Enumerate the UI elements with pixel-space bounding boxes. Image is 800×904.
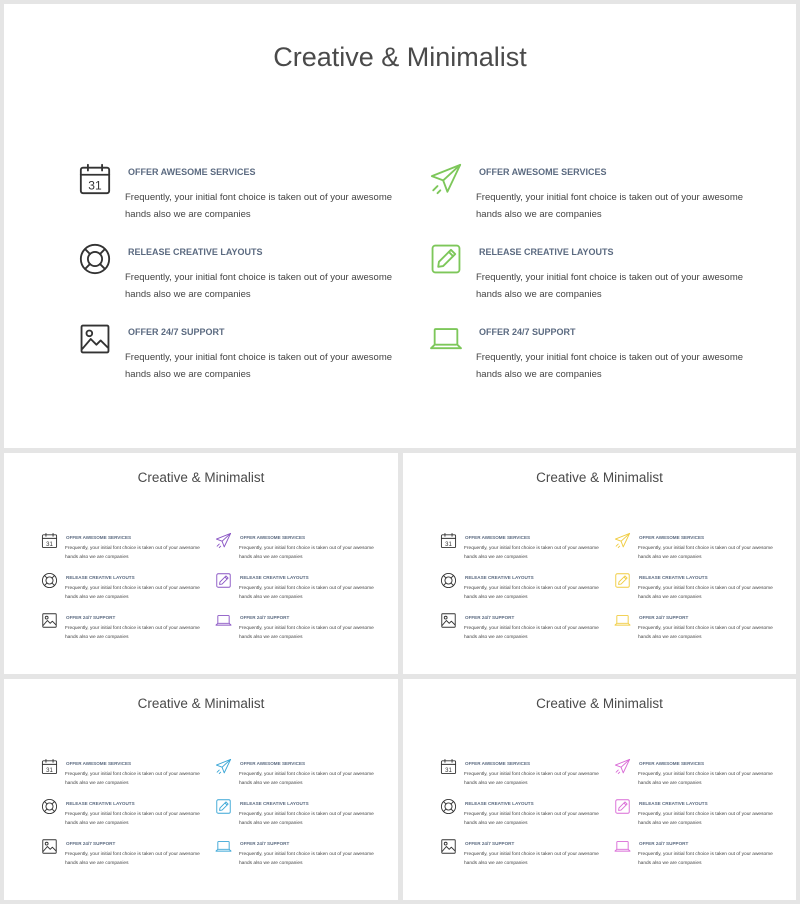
feature-description-line: hands also we are companies bbox=[638, 554, 702, 560]
laptop-icon bbox=[614, 838, 631, 855]
edit-icon bbox=[215, 572, 232, 589]
feature-description-line: hands also we are companies bbox=[125, 369, 251, 380]
feature-description bbox=[65, 585, 200, 602]
feature-title: RELEASE CREATIVE LAYOUTS bbox=[465, 575, 534, 580]
slide-thumbnail-3[interactable] bbox=[4, 679, 398, 900]
feature-description-line: Frequently, your initial font choice is taken out of your awesome bbox=[476, 192, 744, 203]
feature-title: RELEASE CREATIVE LAYOUTS bbox=[128, 247, 263, 257]
svg-text:31: 31 bbox=[445, 541, 452, 548]
paper-plane-icon bbox=[215, 532, 232, 549]
lifebuoy-icon bbox=[78, 242, 112, 276]
slide-title: Creative & Minimalist bbox=[536, 696, 663, 711]
feature-description-line: hands also we are companies bbox=[125, 289, 251, 300]
feature-description bbox=[638, 811, 773, 828]
feature-description-line: Frequently, your initial font choice is taken out of your awesome bbox=[464, 812, 599, 817]
feature-description bbox=[125, 269, 392, 303]
feature-description-line: hands also we are companies bbox=[638, 820, 702, 826]
feature-description-line: Frequently, your initial font choice is taken out of your awesome bbox=[239, 546, 374, 551]
feature-title: OFFER AWESOME SERVICES bbox=[66, 761, 132, 766]
feature-description bbox=[125, 349, 392, 383]
feature-title: OFFER 24/7 SUPPORT bbox=[639, 841, 689, 846]
feature-description-line: Frequently, your initial font choice is taken out of your awesome bbox=[638, 852, 773, 857]
feature-description bbox=[65, 851, 200, 868]
feature-description-line: Frequently, your initial font choice is taken out of your awesome bbox=[239, 812, 374, 817]
feature-description-line: Frequently, your initial font choice is taken out of your awesome bbox=[464, 852, 599, 857]
feature-description-line: Frequently, your initial font choice is taken out of your awesome bbox=[464, 772, 599, 777]
slide-title: Creative & Minimalist bbox=[536, 470, 663, 485]
laptop-icon bbox=[215, 838, 232, 855]
image-icon bbox=[41, 838, 58, 855]
feature-description bbox=[65, 545, 200, 562]
feature-title: RELEASE CREATIVE LAYOUTS bbox=[66, 575, 135, 580]
feature-title: OFFER AWESOME SERVICES bbox=[240, 761, 306, 766]
feature-item bbox=[41, 758, 211, 794]
calendar-icon bbox=[440, 532, 457, 549]
slide-thumbnail-2[interactable] bbox=[403, 453, 796, 674]
feature-description-line: Frequently, your initial font choice is taken out of your awesome bbox=[65, 772, 200, 777]
feature-title: RELEASE CREATIVE LAYOUTS bbox=[639, 801, 708, 806]
feature-description-line: Frequently, your initial font choice is taken out of your awesome bbox=[476, 352, 744, 363]
feature-description-line: Frequently, your initial font choice is taken out of your awesome bbox=[239, 772, 374, 777]
feature-title: OFFER AWESOME SERVICES bbox=[639, 535, 705, 540]
feature-description-line: hands also we are companies bbox=[638, 634, 702, 640]
feature-title: OFFER 24/7 SUPPORT bbox=[639, 615, 689, 620]
feature-description-line: hands also we are companies bbox=[65, 820, 129, 826]
feature-description-line: Frequently, your initial font choice is taken out of your awesome bbox=[464, 626, 599, 631]
feature-item bbox=[78, 162, 398, 232]
svg-text:31: 31 bbox=[46, 541, 53, 548]
slide-title: Creative & Minimalist bbox=[137, 696, 265, 711]
feature-description-line: hands also we are companies bbox=[638, 860, 702, 866]
feature-title: RELEASE CREATIVE LAYOUTS bbox=[66, 801, 135, 806]
feature-description-line: hands also we are companies bbox=[125, 209, 251, 220]
feature-description bbox=[464, 851, 599, 868]
feature-description bbox=[464, 811, 599, 828]
feature-description-line: hands also we are companies bbox=[476, 289, 602, 300]
feature-title: RELEASE CREATIVE LAYOUTS bbox=[465, 801, 534, 806]
feature-item bbox=[440, 532, 610, 568]
slide-thumbnail-1[interactable] bbox=[4, 453, 398, 674]
feature-title: OFFER 24/7 SUPPORT bbox=[128, 327, 225, 337]
laptop-icon bbox=[215, 612, 232, 629]
feature-item bbox=[41, 612, 211, 648]
feature-item bbox=[78, 322, 398, 392]
feature-item bbox=[429, 322, 749, 392]
calendar-icon bbox=[41, 758, 58, 775]
feature-description-line: hands also we are companies bbox=[65, 780, 129, 786]
feature-title: OFFER AWESOME SERVICES bbox=[240, 535, 306, 540]
image-icon bbox=[78, 322, 112, 356]
feature-title: OFFER AWESOME SERVICES bbox=[639, 761, 705, 766]
feature-description-line: Frequently, your initial font choice is taken out of your awesome bbox=[464, 586, 599, 591]
calendar-icon bbox=[440, 758, 457, 775]
feature-description-line: Frequently, your initial font choice is taken out of your awesome bbox=[638, 626, 773, 631]
feature-item bbox=[215, 572, 385, 608]
feature-title: OFFER 24/7 SUPPORT bbox=[465, 615, 515, 620]
feature-title: OFFER 24/7 SUPPORT bbox=[479, 327, 576, 337]
feature-description-line: Frequently, your initial font choice is taken out of your awesome bbox=[65, 626, 200, 631]
feature-title: OFFER 24/7 SUPPORT bbox=[66, 841, 116, 846]
feature-item bbox=[215, 532, 385, 568]
image-icon bbox=[440, 612, 457, 629]
feature-description-line: hands also we are companies bbox=[239, 634, 303, 640]
feature-description-line: Frequently, your initial font choice is taken out of your awesome bbox=[65, 812, 200, 817]
feature-description-line: hands also we are companies bbox=[464, 634, 528, 640]
laptop-icon bbox=[614, 612, 631, 629]
feature-description bbox=[638, 585, 773, 602]
feature-title: OFFER 24/7 SUPPORT bbox=[240, 615, 290, 620]
feature-description-line: hands also we are companies bbox=[638, 594, 702, 600]
feature-description-line: hands also we are companies bbox=[476, 209, 602, 220]
feature-title: RELEASE CREATIVE LAYOUTS bbox=[240, 575, 309, 580]
feature-item bbox=[440, 572, 610, 608]
svg-text:31: 31 bbox=[88, 178, 102, 193]
paper-plane-icon bbox=[215, 758, 232, 775]
lifebuoy-icon bbox=[41, 572, 58, 589]
feature-description-line: hands also we are companies bbox=[65, 594, 129, 600]
feature-description bbox=[239, 585, 374, 602]
feature-description-line: Frequently, your initial font choice is taken out of your awesome bbox=[638, 812, 773, 817]
feature-description bbox=[476, 269, 743, 303]
feature-item bbox=[614, 612, 784, 648]
feature-description bbox=[239, 811, 374, 828]
feature-item bbox=[440, 798, 610, 834]
paper-plane-icon bbox=[429, 162, 463, 196]
feature-title: RELEASE CREATIVE LAYOUTS bbox=[240, 801, 309, 806]
edit-icon bbox=[614, 798, 631, 815]
feature-description bbox=[239, 851, 374, 868]
feature-description-line: Frequently, your initial font choice is taken out of your awesome bbox=[65, 546, 200, 551]
feature-item bbox=[614, 758, 784, 794]
feature-item bbox=[41, 798, 211, 834]
edit-icon bbox=[429, 242, 463, 276]
feature-description-line: Frequently, your initial font choice is taken out of your awesome bbox=[638, 586, 773, 591]
feature-description-line: hands also we are companies bbox=[65, 860, 129, 866]
feature-description bbox=[464, 625, 599, 642]
feature-title: OFFER AWESOME SERVICES bbox=[128, 167, 256, 177]
feature-item bbox=[440, 612, 610, 648]
feature-description bbox=[464, 771, 599, 788]
feature-description bbox=[476, 349, 743, 383]
laptop-icon bbox=[429, 322, 463, 356]
feature-description-line: Frequently, your initial font choice is taken out of your awesome bbox=[65, 852, 200, 857]
image-icon bbox=[41, 612, 58, 629]
feature-title: OFFER AWESOME SERVICES bbox=[465, 535, 531, 540]
feature-item bbox=[78, 242, 398, 312]
feature-title: OFFER AWESOME SERVICES bbox=[465, 761, 531, 766]
feature-title: OFFER 24/7 SUPPORT bbox=[465, 841, 515, 846]
feature-description bbox=[239, 545, 374, 562]
feature-description bbox=[638, 771, 773, 788]
feature-description-line: hands also we are companies bbox=[464, 554, 528, 560]
feature-item bbox=[440, 838, 610, 874]
feature-title: OFFER AWESOME SERVICES bbox=[479, 167, 607, 177]
feature-item bbox=[614, 532, 784, 568]
feature-description-line: hands also we are companies bbox=[464, 860, 528, 866]
svg-text:31: 31 bbox=[46, 767, 53, 774]
feature-item bbox=[215, 612, 385, 648]
feature-description-line: hands also we are companies bbox=[464, 820, 528, 826]
feature-description bbox=[638, 625, 773, 642]
feature-description-line: hands also we are companies bbox=[65, 634, 129, 640]
feature-description bbox=[65, 625, 200, 642]
paper-plane-icon bbox=[614, 532, 631, 549]
feature-item bbox=[429, 162, 749, 232]
lifebuoy-icon bbox=[440, 572, 457, 589]
feature-title: OFFER 24/7 SUPPORT bbox=[66, 615, 116, 620]
feature-item bbox=[215, 838, 385, 874]
feature-title: RELEASE CREATIVE LAYOUTS bbox=[639, 575, 708, 580]
feature-description-line: Frequently, your initial font choice is taken out of your awesome bbox=[125, 272, 393, 283]
feature-description-line: hands also we are companies bbox=[239, 780, 303, 786]
feature-description bbox=[464, 585, 599, 602]
feature-description bbox=[65, 811, 200, 828]
feature-description-line: Frequently, your initial font choice is taken out of your awesome bbox=[125, 352, 393, 363]
lifebuoy-icon bbox=[440, 798, 457, 815]
feature-description bbox=[638, 851, 773, 868]
feature-description-line: hands also we are companies bbox=[638, 780, 702, 786]
feature-description-line: Frequently, your initial font choice is taken out of your awesome bbox=[239, 586, 374, 591]
feature-description-line: Frequently, your initial font choice is taken out of your awesome bbox=[638, 546, 773, 551]
edit-icon bbox=[215, 798, 232, 815]
slide-title: Creative & Minimalist bbox=[137, 470, 265, 485]
feature-item bbox=[41, 838, 211, 874]
feature-description-line: hands also we are companies bbox=[476, 369, 602, 380]
feature-item bbox=[41, 572, 211, 608]
calendar-icon bbox=[78, 162, 112, 196]
slide-thumbnail-4[interactable] bbox=[403, 679, 796, 900]
image-icon bbox=[440, 838, 457, 855]
feature-description-line: Frequently, your initial font choice is taken out of your awesome bbox=[239, 852, 374, 857]
feature-item bbox=[215, 798, 385, 834]
feature-description-line: hands also we are companies bbox=[239, 860, 303, 866]
feature-description-line: Frequently, your initial font choice is taken out of your awesome bbox=[125, 192, 393, 203]
feature-title: RELEASE CREATIVE LAYOUTS bbox=[479, 247, 614, 257]
feature-description bbox=[125, 189, 392, 223]
feature-description bbox=[476, 189, 743, 223]
svg-text:31: 31 bbox=[445, 767, 452, 774]
edit-icon bbox=[614, 572, 631, 589]
feature-description-line: Frequently, your initial font choice is taken out of your awesome bbox=[476, 272, 744, 283]
feature-description-line: hands also we are companies bbox=[464, 780, 528, 786]
calendar-icon bbox=[41, 532, 58, 549]
feature-description-line: hands also we are companies bbox=[239, 594, 303, 600]
slide-title: Creative & Minimalist bbox=[273, 42, 527, 72]
feature-description-line: Frequently, your initial font choice is taken out of your awesome bbox=[638, 772, 773, 777]
feature-item bbox=[614, 572, 784, 608]
feature-description-line: Frequently, your initial font choice is taken out of your awesome bbox=[65, 586, 200, 591]
feature-item bbox=[429, 242, 749, 312]
feature-description-line: hands also we are companies bbox=[65, 554, 129, 560]
feature-item bbox=[614, 798, 784, 834]
feature-title: OFFER AWESOME SERVICES bbox=[66, 535, 132, 540]
feature-description bbox=[65, 771, 200, 788]
feature-description bbox=[638, 545, 773, 562]
feature-description-line: hands also we are companies bbox=[239, 820, 303, 826]
feature-title: OFFER 24/7 SUPPORT bbox=[240, 841, 290, 846]
feature-item bbox=[41, 532, 211, 568]
main-slide bbox=[4, 4, 796, 448]
feature-item bbox=[440, 758, 610, 794]
feature-description-line: Frequently, your initial font choice is taken out of your awesome bbox=[464, 546, 599, 551]
feature-description-line: Frequently, your initial font choice is taken out of your awesome bbox=[239, 626, 374, 631]
feature-description bbox=[239, 771, 374, 788]
feature-description bbox=[239, 625, 374, 642]
lifebuoy-icon bbox=[41, 798, 58, 815]
feature-item bbox=[215, 758, 385, 794]
feature-description-line: hands also we are companies bbox=[464, 594, 528, 600]
feature-description-line: hands also we are companies bbox=[239, 554, 303, 560]
paper-plane-icon bbox=[614, 758, 631, 775]
feature-description bbox=[464, 545, 599, 562]
feature-item bbox=[614, 838, 784, 874]
